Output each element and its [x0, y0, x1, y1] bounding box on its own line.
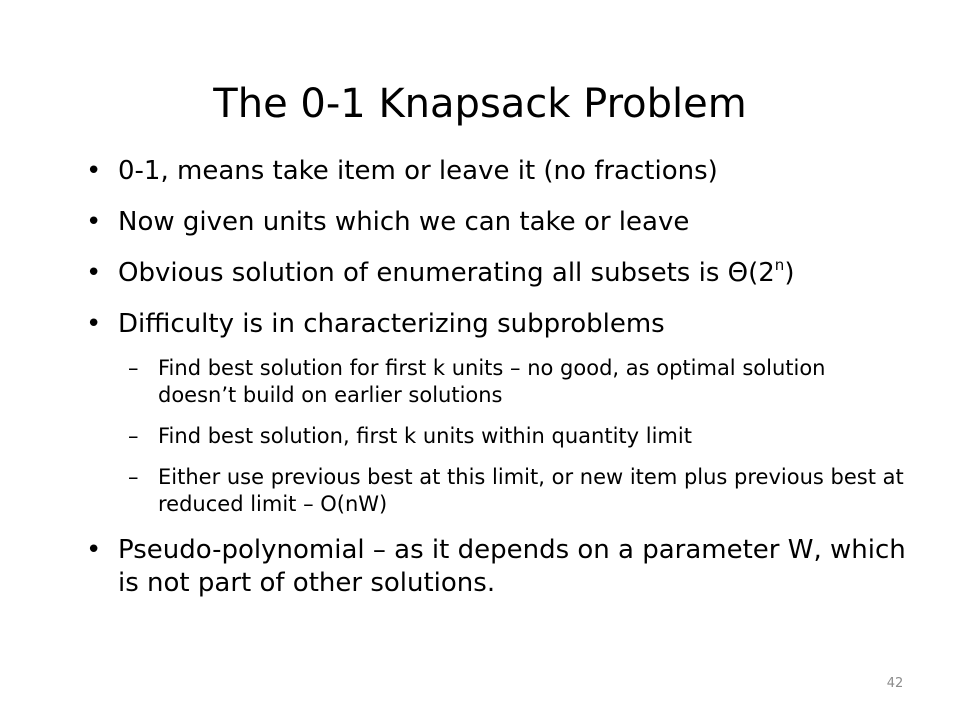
bullet-text: Obvious solution of enumerating all subsets is Θ(2 — [118, 258, 775, 288]
bullet-text: Pseudo-polynomial – as it depends on a parameter W, which is not part of other solutions. — [118, 535, 906, 598]
sub-bullet-text: Find best solution for first k units – no good, as optimal solution doesn’t build on earlier solutions — [158, 356, 826, 407]
bullet-list — [86, 155, 906, 618]
sub-bullet-item — [86, 355, 906, 409]
bullet-item — [86, 534, 906, 600]
bullet-superscript: n — [774, 256, 785, 274]
bullet-text: 0-1, means take item or leave it (no fractions) — [118, 156, 718, 186]
bullet-text: Difficulty is in characterizing subproblems — [118, 309, 665, 339]
bullet-marker: • — [86, 535, 102, 565]
bullet-marker: • — [86, 258, 102, 288]
sub-bullet-list — [86, 355, 906, 518]
bullet-text-suffix: ) — [784, 258, 795, 288]
bullet-item — [86, 308, 906, 341]
sub-bullet-item — [86, 423, 906, 450]
bullet-marker: • — [86, 156, 102, 186]
bullet-item — [86, 206, 906, 239]
page-number: 42 — [886, 676, 904, 691]
bullet-marker: • — [86, 309, 102, 339]
sub-bullet-text: Either use previous best at this limit, or new item plus previous best at reduced limit – O(nW) — [158, 465, 904, 516]
bullet-marker: • — [86, 207, 102, 237]
sub-bullet-marker: – — [128, 424, 139, 448]
sub-bullet-marker: – — [128, 356, 139, 380]
sub-bullet-marker: – — [128, 465, 139, 489]
bullet-item — [86, 155, 906, 188]
sub-bullet-text: Find best solution, first k units within quantity limit — [158, 424, 692, 448]
bullet-item — [86, 257, 906, 290]
sub-bullet-item — [86, 464, 906, 518]
slide-title: The 0-1 Knapsack Problem — [213, 81, 747, 127]
bullet-text: Now given units which we can take or leave — [118, 207, 690, 237]
